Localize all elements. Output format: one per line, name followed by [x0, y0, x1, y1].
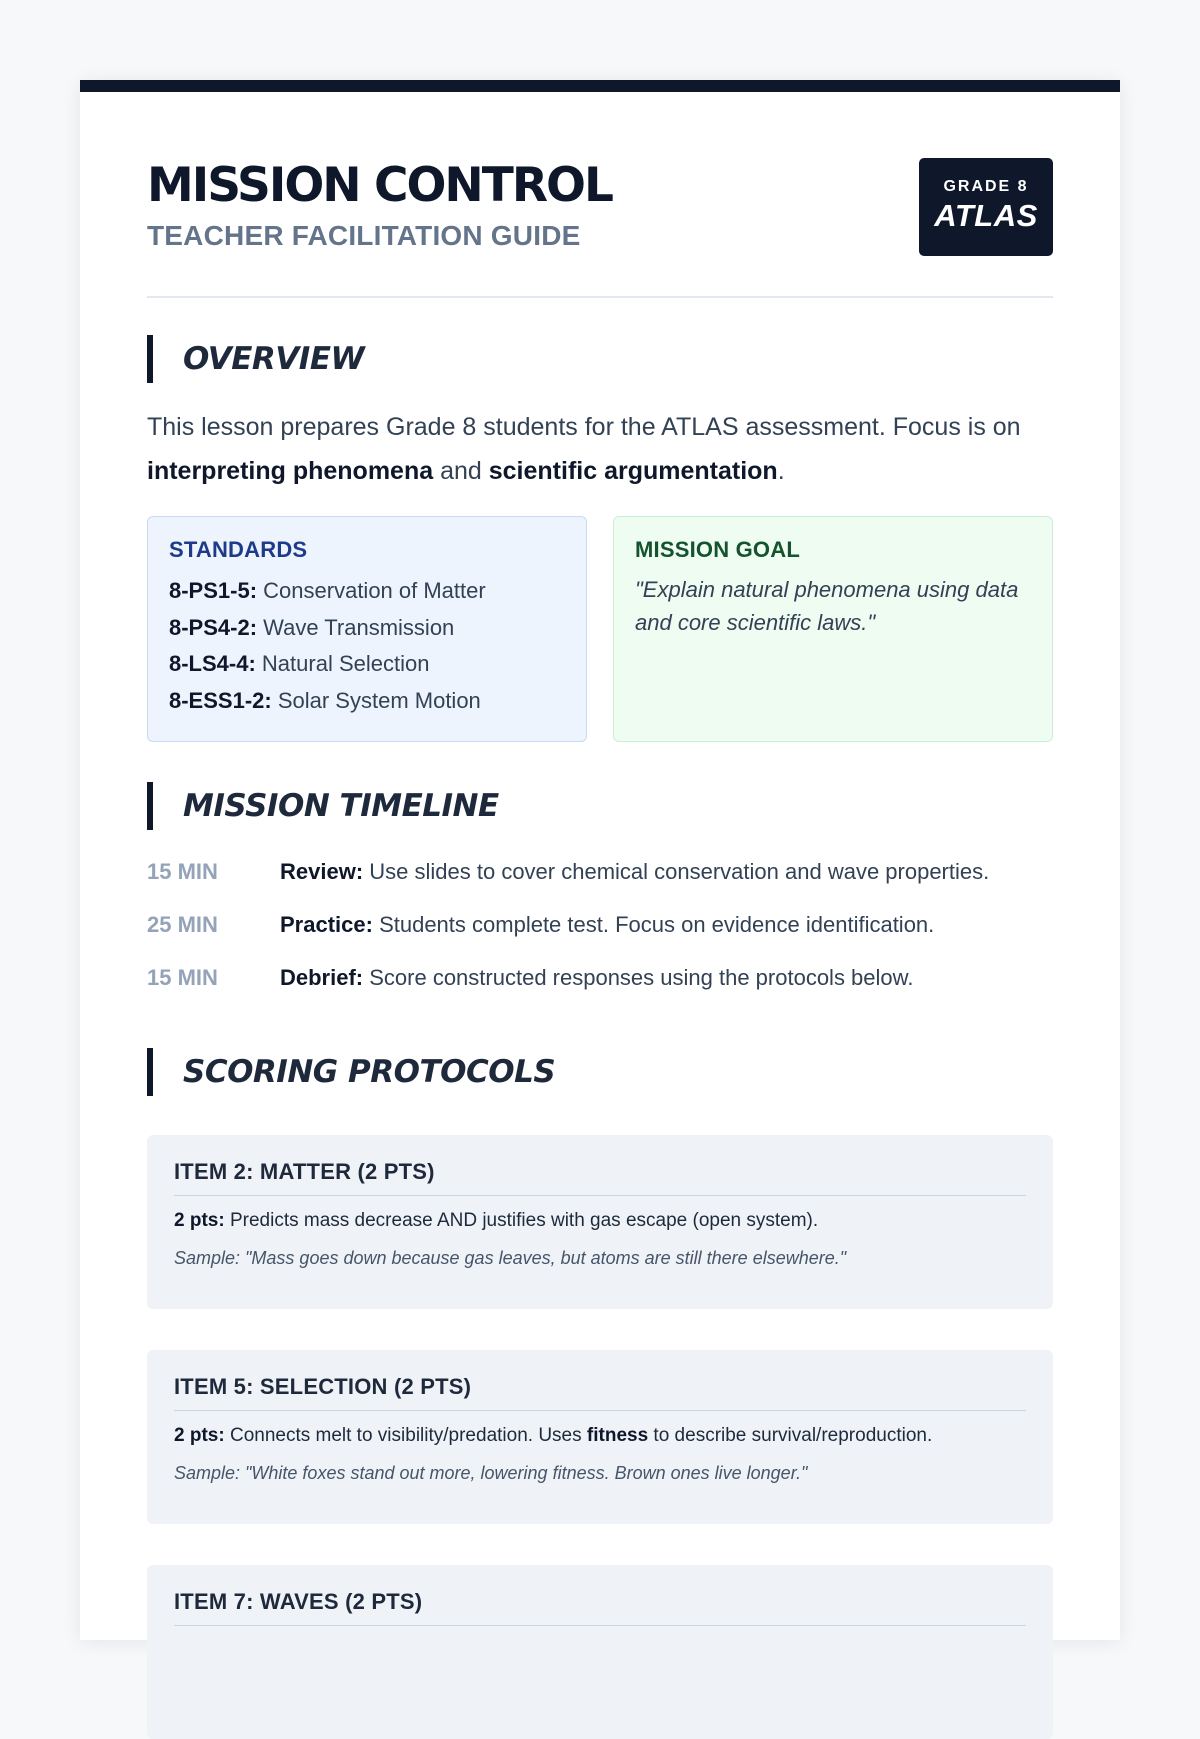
scoring-criteria-keyword: fitness [586, 1425, 649, 1446]
scoring-criteria-text: to describe survival/reproduction. [648, 1425, 933, 1446]
overview-bold-argumentation: scientific argumentation [488, 457, 778, 485]
standard-code: 8-PS4-2: [169, 614, 258, 640]
scoring-criteria-text: Predicts mass decrease AND justifies with gas escape (open system). [224, 1210, 819, 1231]
mission-goal-title: MISSION GOAL [635, 537, 800, 562]
page-subtitle: TEACHER FACILITATION GUIDE [147, 220, 581, 251]
scoring-criteria [174, 1425, 1026, 1447]
standard-label: Natural Selection [255, 651, 430, 676]
timeline-row [147, 905, 1053, 945]
overview-heading: OVERVIEW [147, 335, 1053, 383]
standard-label: Wave Transmission [257, 614, 455, 640]
scoring-criteria-text: Connects melt to visibility/predation. Uses [224, 1425, 587, 1446]
overview-bold-phenomena: interpreting phenomena [147, 457, 434, 485]
standard-item [169, 573, 565, 610]
scoring-heading: SCORING PROTOCOLS [147, 1048, 1053, 1096]
scoring-item-title: ITEM 7: WAVES (2 PTS) [174, 1589, 1026, 1626]
timeline-heading: MISSION TIMELINE [147, 782, 1053, 830]
standard-code: 8-PS1-5: [169, 578, 258, 603]
guide-header [147, 158, 1053, 298]
scoring-item [147, 1135, 1053, 1309]
scoring-points: 2 pts: [174, 1425, 225, 1446]
standard-item [169, 683, 565, 720]
grade-badge-assessment: ATLAS [934, 198, 1038, 233]
standard-item [169, 610, 565, 647]
timeline-duration: 15 MIN [147, 965, 218, 990]
page-title: MISSION CONTROL [147, 158, 612, 213]
scoring-criteria [174, 1210, 1026, 1232]
timeline-phase: Debrief: [280, 965, 364, 990]
scoring-item-title: ITEM 2: MATTER (2 PTS) [174, 1159, 1026, 1196]
standard-label: Conservation of Matter [257, 578, 486, 603]
standard-item [169, 646, 565, 683]
scoring-sample: Sample: "Mass goes down because gas leaves, but atoms are still there elsewhere." [174, 1248, 847, 1268]
overview-text-part: and [433, 457, 489, 485]
standard-code: 8-LS4-4: [169, 651, 256, 676]
overview-text [147, 405, 1053, 493]
timeline-row [147, 958, 1053, 998]
timeline-activity [280, 958, 913, 998]
grade-badge-grade: GRADE 8 [943, 178, 1029, 195]
mission-goal-box [613, 516, 1053, 742]
standard-code: 8-ESS1-2: [169, 687, 272, 713]
timeline-row [147, 852, 1053, 892]
scoring-sample: Sample: "White foxes stand out more, lowering fitness. Brown ones live longer." [174, 1463, 808, 1483]
overview-text-part: . [777, 457, 785, 485]
timeline-description: Score constructed responses using the protocols below. [363, 965, 914, 990]
grade-badge [919, 158, 1053, 256]
timeline-description: Use slides to cover chemical conservation and wave properties. [363, 859, 990, 884]
timeline-duration: 25 MIN [147, 912, 218, 937]
guide-sheet [80, 80, 1120, 1640]
timeline-activity [280, 905, 934, 945]
timeline-phase: Practice: [280, 912, 373, 937]
standards-title: STANDARDS [169, 537, 308, 562]
timeline-duration: 15 MIN [147, 859, 218, 884]
standards-box [147, 516, 587, 742]
scoring-item-title: ITEM 5: SELECTION (2 PTS) [174, 1374, 1026, 1411]
scoring-points: 2 pts: [174, 1210, 225, 1231]
scoring-item [147, 1350, 1053, 1524]
standard-label: Solar System Motion [271, 687, 481, 713]
header-divider [147, 296, 1053, 298]
timeline-activity [280, 852, 989, 892]
timeline-description: Students complete test. Focus on evidence identification. [372, 912, 935, 937]
mission-goal-quote: "Explain natural phenomena using data and core scientific laws." [635, 577, 1019, 635]
scoring-item [147, 1565, 1053, 1739]
timeline-phase: Review: [280, 859, 364, 884]
overview-text-part: This lesson prepares Grade 8 students for the ATLAS assessment. Focus is on [147, 413, 1021, 441]
